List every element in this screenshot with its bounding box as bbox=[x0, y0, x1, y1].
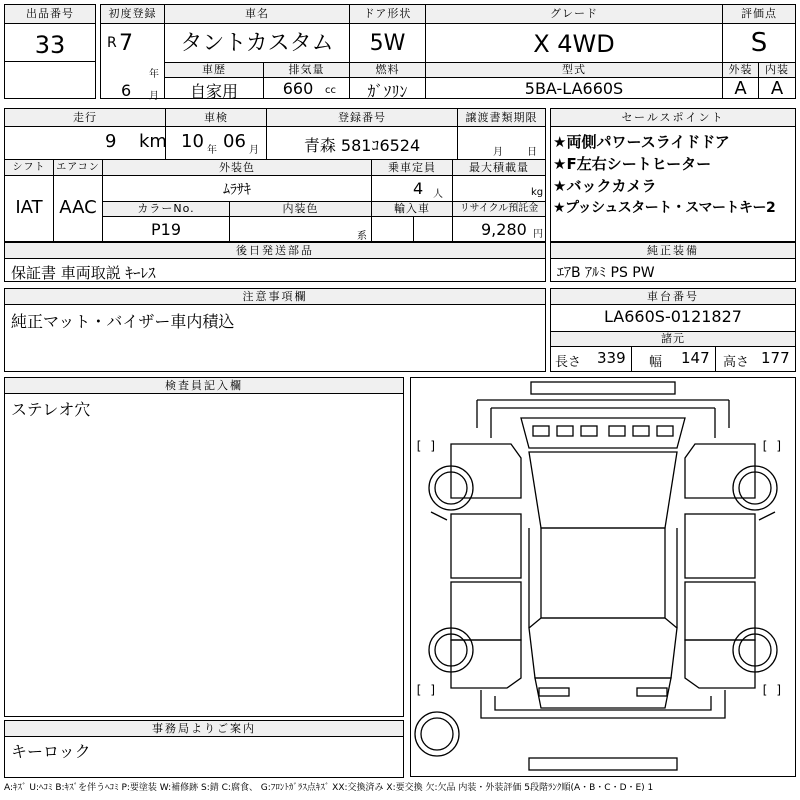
shift-label: シフト bbox=[5, 160, 53, 175]
later-parts-box bbox=[4, 242, 546, 282]
first-reg-month-unit: 月 bbox=[149, 91, 159, 102]
capacity-label: 乗車定員 bbox=[372, 160, 452, 175]
first-reg-month: 6 bbox=[121, 81, 132, 100]
bracket-right-top: [ ] bbox=[761, 439, 783, 453]
vehicle-info-box bbox=[100, 4, 796, 102]
color-no-value: P19 bbox=[150, 220, 181, 239]
recycle-label: リサイクル預託金 bbox=[453, 202, 545, 216]
height-label: 高さ bbox=[723, 355, 750, 370]
first-reg-era: R bbox=[107, 35, 117, 51]
bracket-left-bottom: [ ] bbox=[415, 683, 437, 697]
model-label: 型式 bbox=[426, 63, 722, 77]
color-no-label: カラーNo. bbox=[103, 202, 229, 216]
width-value: 147 bbox=[681, 349, 710, 367]
ext-color-value: ﾑﾗｻｷ bbox=[223, 182, 251, 198]
max-load-label: 最大積載量 bbox=[453, 160, 545, 175]
bracket-left-top: [ ] bbox=[415, 439, 437, 453]
sales-points-box bbox=[550, 108, 796, 242]
car-diagram-box bbox=[410, 377, 796, 777]
chassis-label: 車台番号 bbox=[551, 289, 795, 305]
door-label: ドア形状 bbox=[350, 5, 425, 23]
inspector-box bbox=[4, 377, 404, 717]
int-color-label: 内装色 bbox=[230, 202, 371, 216]
car-name-value: タントカスタム bbox=[180, 31, 334, 56]
shift-value: IAT bbox=[15, 197, 43, 218]
mileage-value: 9 bbox=[105, 131, 117, 152]
displacement-value: 660 bbox=[282, 79, 314, 98]
history-label: 車歴 bbox=[165, 63, 263, 77]
ext-color-label: 外装色 bbox=[103, 160, 371, 175]
lot-number-label: 出品番号 bbox=[5, 5, 95, 24]
transfer-day-unit: 日 bbox=[527, 147, 537, 158]
sales-point-1: ★両側パワースライドドア bbox=[553, 133, 730, 151]
inspector-value: ステレオ穴 bbox=[11, 400, 91, 419]
displacement-label: 排気量 bbox=[264, 63, 349, 77]
grade-value: X 4WD bbox=[533, 30, 615, 58]
grade-label: グレード bbox=[426, 5, 722, 23]
displacement-unit: cc bbox=[325, 85, 336, 96]
inspection-month: 06 bbox=[223, 131, 246, 152]
exterior-score-value: A bbox=[734, 78, 747, 99]
later-parts-label: 後日発送部品 bbox=[5, 243, 545, 259]
transfer-date-label: 譲渡書類期限 bbox=[458, 109, 545, 126]
score-value: S bbox=[750, 28, 768, 58]
reg-no-label: 登録番号 bbox=[267, 109, 457, 126]
first-reg-label: 初度登録 bbox=[101, 5, 164, 23]
mileage-label: 走行 bbox=[5, 109, 165, 126]
sales-point-3: ★バックカメラ bbox=[553, 177, 657, 195]
import-label: 輸入車 bbox=[372, 202, 452, 216]
width-label: 幅 bbox=[649, 355, 663, 370]
ac-label: エアコン bbox=[54, 160, 102, 175]
recycle-value: 9,280 bbox=[481, 220, 527, 239]
fuel-label: 燃料 bbox=[350, 63, 425, 77]
inspection-month-unit: 月 bbox=[249, 145, 259, 156]
dims-label: 諸元 bbox=[551, 332, 795, 346]
inspector-label: 検査員記入欄 bbox=[5, 378, 403, 394]
office-box bbox=[4, 720, 404, 778]
mileage-unit: km bbox=[139, 131, 167, 152]
notes-box bbox=[4, 288, 546, 372]
capacity-value: 4 bbox=[413, 179, 424, 198]
door-value: 5W bbox=[369, 31, 406, 56]
inspection-label: 車検 bbox=[166, 109, 266, 126]
notes-label: 注意事項欄 bbox=[5, 289, 545, 305]
capacity-unit: 人 bbox=[433, 189, 443, 200]
first-reg-year: 7 bbox=[119, 31, 133, 56]
length-label: 長さ bbox=[555, 355, 582, 370]
exterior-score-label: 外装 bbox=[723, 63, 758, 77]
lot-number-value: 33 bbox=[34, 31, 66, 59]
car-name-label: 車名 bbox=[165, 5, 349, 23]
office-value: キーロック bbox=[11, 742, 91, 761]
sales-point-2: ★F左右シートヒーター bbox=[553, 155, 712, 173]
legend-text: A:ｷｽﾞ U:ﾍｺﾐ B:ｷｽﾞを伴うﾍｺﾐ P:要塗装 W:補修跡 S:錆 C:腐食、 G:ﾌﾛﾝﾄｶﾞﾗｽ点ｷｽﾞ XX:交換済み X:要交換 欠:欠品 内装・外装評価 5段階ﾗﾝｸ順(A・B・C・D・E) 1 bbox=[4, 783, 654, 793]
inspection-year: 10 bbox=[181, 131, 204, 152]
chassis-box bbox=[550, 288, 796, 372]
max-load-unit: kg bbox=[531, 187, 544, 198]
sales-points-label: セールスポイント bbox=[551, 109, 795, 127]
office-label: 事務局よりご案内 bbox=[5, 721, 403, 737]
fuel-value: ｶﾞｿﾘﾝ bbox=[367, 82, 408, 101]
equipment-box bbox=[550, 242, 796, 282]
score-label: 評価点 bbox=[723, 5, 795, 23]
registration-box bbox=[4, 108, 546, 242]
notes-value: 純正マット・バイザー車内積込 bbox=[11, 312, 235, 331]
reg-no-value: 青森 581ｺ6524 bbox=[303, 136, 421, 155]
bracket-right-bottom: [ ] bbox=[761, 683, 783, 697]
first-reg-year-unit: 年 bbox=[149, 69, 159, 80]
later-parts-value: 保証書 車両取説 ｷｰﾚｽ bbox=[11, 264, 156, 282]
history-value: 自家用 bbox=[189, 82, 238, 101]
height-value: 177 bbox=[761, 349, 790, 367]
car-diagram bbox=[411, 378, 795, 776]
int-color-unit: 系 bbox=[357, 231, 367, 242]
sales-point-4: ★プッシュスタート・スマートキー2 bbox=[553, 200, 776, 216]
inspection-year-unit: 年 bbox=[207, 145, 217, 156]
length-value: 339 bbox=[597, 349, 626, 367]
interior-score-label: 内装 bbox=[759, 63, 795, 77]
interior-score-value: A bbox=[770, 78, 784, 99]
equipment-value: ｴｱB ｱﾙﾐ PS PW bbox=[557, 265, 655, 281]
recycle-unit: 円 bbox=[533, 229, 543, 240]
transfer-month-unit: 月 bbox=[493, 147, 503, 158]
ac-value: AAC bbox=[59, 197, 97, 218]
lot-number-box bbox=[4, 4, 96, 99]
chassis-value: LA660S-0121827 bbox=[604, 307, 742, 326]
model-value: 5BA-LA660S bbox=[524, 79, 624, 98]
equipment-label: 純正装備 bbox=[551, 243, 795, 259]
